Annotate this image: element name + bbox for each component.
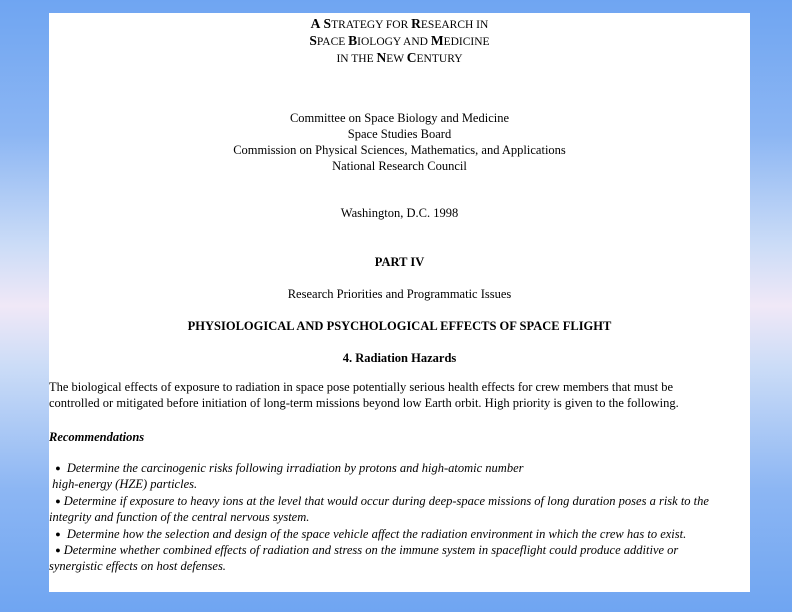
list-item-continuation <box>49 509 750 525</box>
recommendations-label: Recommendations <box>49 430 145 444</box>
document-title <box>49 16 750 67</box>
commission-line: Commission on Physical Sciences, Mathematics, and Applications <box>233 143 566 157</box>
bullet-icon: ● <box>55 463 61 473</box>
bullet-icon: ● <box>55 545 61 556</box>
list-item <box>49 460 750 476</box>
list-item-text: Determine whether combined effects of radiation and stress on the immune system in spaceflight could produce additive or <box>63 543 679 558</box>
list-item-continuation <box>49 476 750 492</box>
committee-block <box>49 110 750 174</box>
list-item-continuation <box>49 558 750 574</box>
title-line-1: A STRATEGY FOR RESEARCH IN <box>310 16 489 31</box>
list-item-text: synergistic effects on host defenses. <box>49 559 226 574</box>
paragraph-line-1: The biological effects of exposure to radiation in space pose potentially serious health effects for crew members that must be <box>49 380 673 394</box>
list-item-text: Determine how the selection and design of the space vehicle affect the radiation environment in which the crew has to exist. <box>66 526 687 541</box>
list-item <box>49 526 750 542</box>
paragraph-line-2: controlled or mitigated before initiation of long-term missions beyond low Earth orbit. High priority is given to the following. <box>49 396 679 410</box>
place-date: Washington, D.C. 1998 <box>340 206 459 220</box>
list-item-text: Determine the carcinogenic risks following irradiation by protons and high-atomic number <box>66 461 524 475</box>
council-line: National Research Council <box>332 159 467 173</box>
section-heading: 4. Radiation Hazards <box>342 351 457 365</box>
list-item-text: Determine if exposure to heavy ions at the level that would occur during deep-space missions of long duration poses a risk to the <box>63 493 709 508</box>
document-page <box>49 13 750 592</box>
list-item-text: integrity and function of the central nervous system. <box>49 510 310 525</box>
bullet-icon: ● <box>55 528 61 539</box>
bullet-icon: ● <box>55 495 61 506</box>
list-item <box>49 542 750 558</box>
list-item-text: high-energy (HZE) particles. <box>52 477 198 492</box>
title-line-3: IN THE NEW CENTURY <box>336 50 463 65</box>
list-item <box>49 493 750 509</box>
recommendations-list <box>49 460 750 575</box>
chapter-heading: PHYSIOLOGICAL AND PSYCHOLOGICAL EFFECTS OF SPACE FLIGHT <box>187 319 612 333</box>
title-line-2: SPACE BIOLOGY AND MEDICINE <box>309 33 490 48</box>
committee-line: Committee on Space Biology and Medicine <box>289 111 510 125</box>
part-heading: PART IV <box>374 255 425 269</box>
board-line: Space Studies Board <box>347 127 452 141</box>
intro-paragraph <box>49 379 750 411</box>
part-subtitle: Research Priorities and Programmatic Issues <box>287 287 512 301</box>
